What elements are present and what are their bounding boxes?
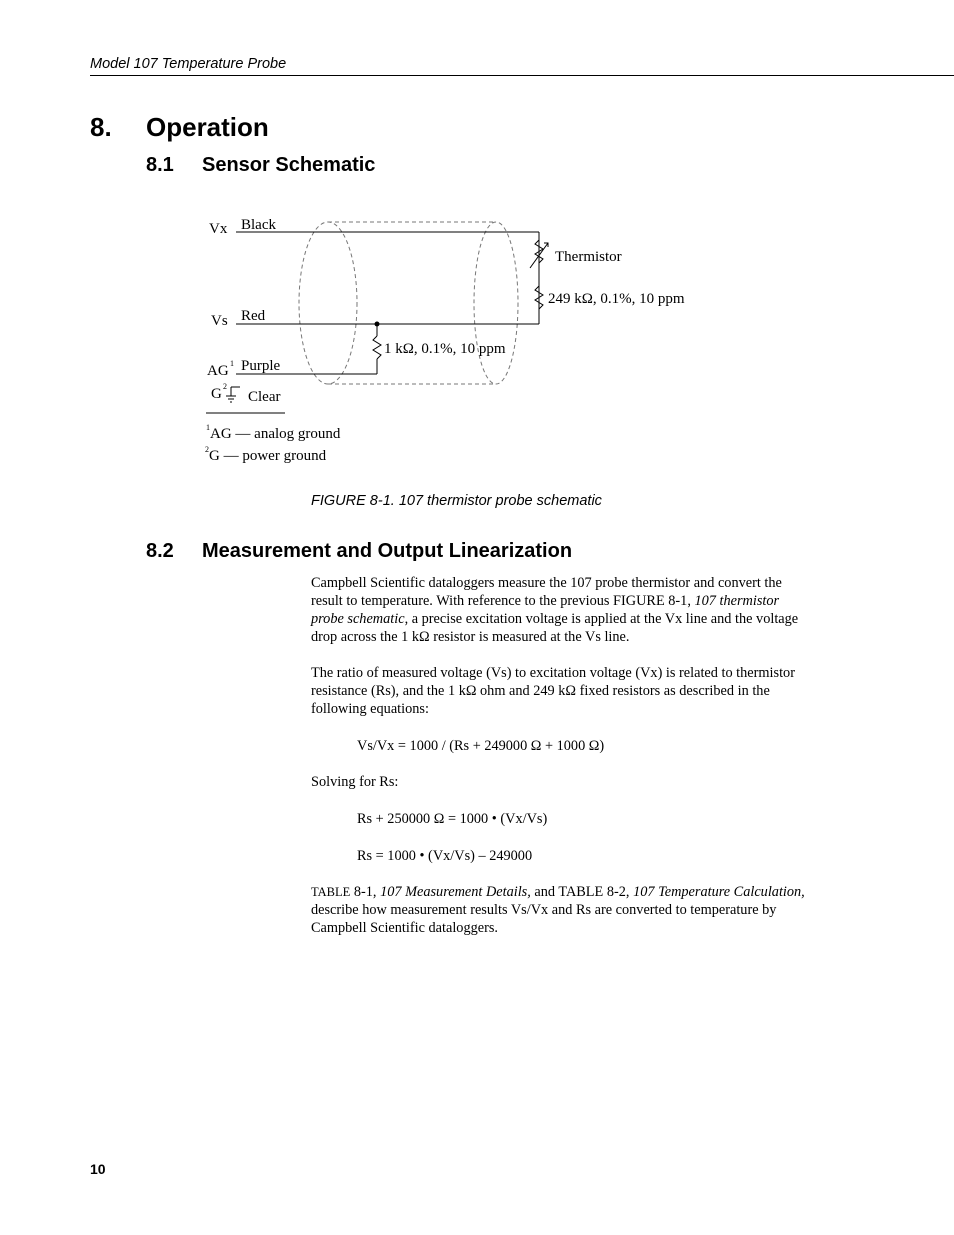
section-heading-8-2 [146,540,572,563]
paragraph-1 [311,574,811,646]
section-number: 8.1 [146,154,174,176]
paragraph-3 [311,883,811,937]
label-1k: 1 kΩ, 0.1%, 10 ppm [384,341,506,357]
table1-title: 107 Measurement Details, [380,884,531,900]
section-title: Measurement and Output Linearization [202,540,573,562]
paragraph-2: The ratio of measured voltage (Vs) to excitation voltage (Vx) is related to thermistor resistance (Rs), and the 1 kΩ ohm and 249 kΩ fixed resistors as described in the following equations: [311,665,795,717]
label-ag-sup: 1 [230,359,234,368]
shield-ellipse-left [299,222,357,384]
sensor-schematic-diagram [0,0,954,480]
paragraph-3-middle: and TABLE 8-2, [530,884,634,900]
equation-3: Rs = 1000 • (Vx/Vs) – 249000 [357,848,533,864]
footnote-ag-sup: 1 [206,423,210,432]
label-purple: Purple [241,358,281,374]
running-header: Model 107 Temperature Probe [90,56,287,72]
shield-ellipse-right [474,222,518,384]
footnote-g-sup: 2 [205,445,209,454]
paragraph-1-text-b: , a precise excitation voltage is applied at the Vx line and the voltage drop across the 1 kΩ resistor is measured at the Vs line. [311,611,799,645]
resistor-1k-symbol [373,336,381,359]
table1-number: 8-1, [350,884,381,900]
paragraph-3-end: describe how measurement results Vs/Vx and Rs are converted to temperature by Campbell Scientific dataloggers. [311,902,777,936]
label-black: Black [241,217,276,233]
footnote-ag: AG — analog ground [210,426,341,442]
footnote-g: G — power ground [209,448,327,464]
label-ag: AG [207,363,229,379]
equation-1: Vs/Vx = 1000 / (Rs + 249000 Ω + 1000 Ω) [357,738,605,754]
solving-text: Solving for Rs: [311,774,399,790]
label-vx: Vx [209,221,228,237]
label-red: Red [241,308,266,324]
section-number: 8.2 [146,540,174,562]
paragraph-1-text-a: Campbell Scientific dataloggers measure the 107 probe thermistor and convert the result to temperature. With reference to the previous FIGURE 8-1, [311,575,782,609]
label-g: G [211,386,222,402]
table-prefix: TABLE [311,885,351,899]
label-g-sup: 2 [223,382,227,391]
chapter-number: 8. [90,112,112,142]
section-title: Sensor Schematic [202,154,376,176]
equation-2: Rs + 250000 Ω = 1000 • (Vx/Vs) [357,811,548,827]
label-vs: Vs [211,313,228,329]
page-number: 10 [90,1161,106,1177]
chapter-title: Operation [146,112,269,142]
label-249k: 249 kΩ, 0.1%, 10 ppm [548,291,685,307]
figure-caption: FIGURE 8-1. 107 thermistor probe schematic [311,493,602,509]
label-clear: Clear [248,389,281,405]
table2-title: 107 Temperature Calculation, [633,884,805,900]
label-thermistor: Thermistor [555,249,622,265]
figure-reference: 107 thermistor probe schematic [311,593,780,627]
